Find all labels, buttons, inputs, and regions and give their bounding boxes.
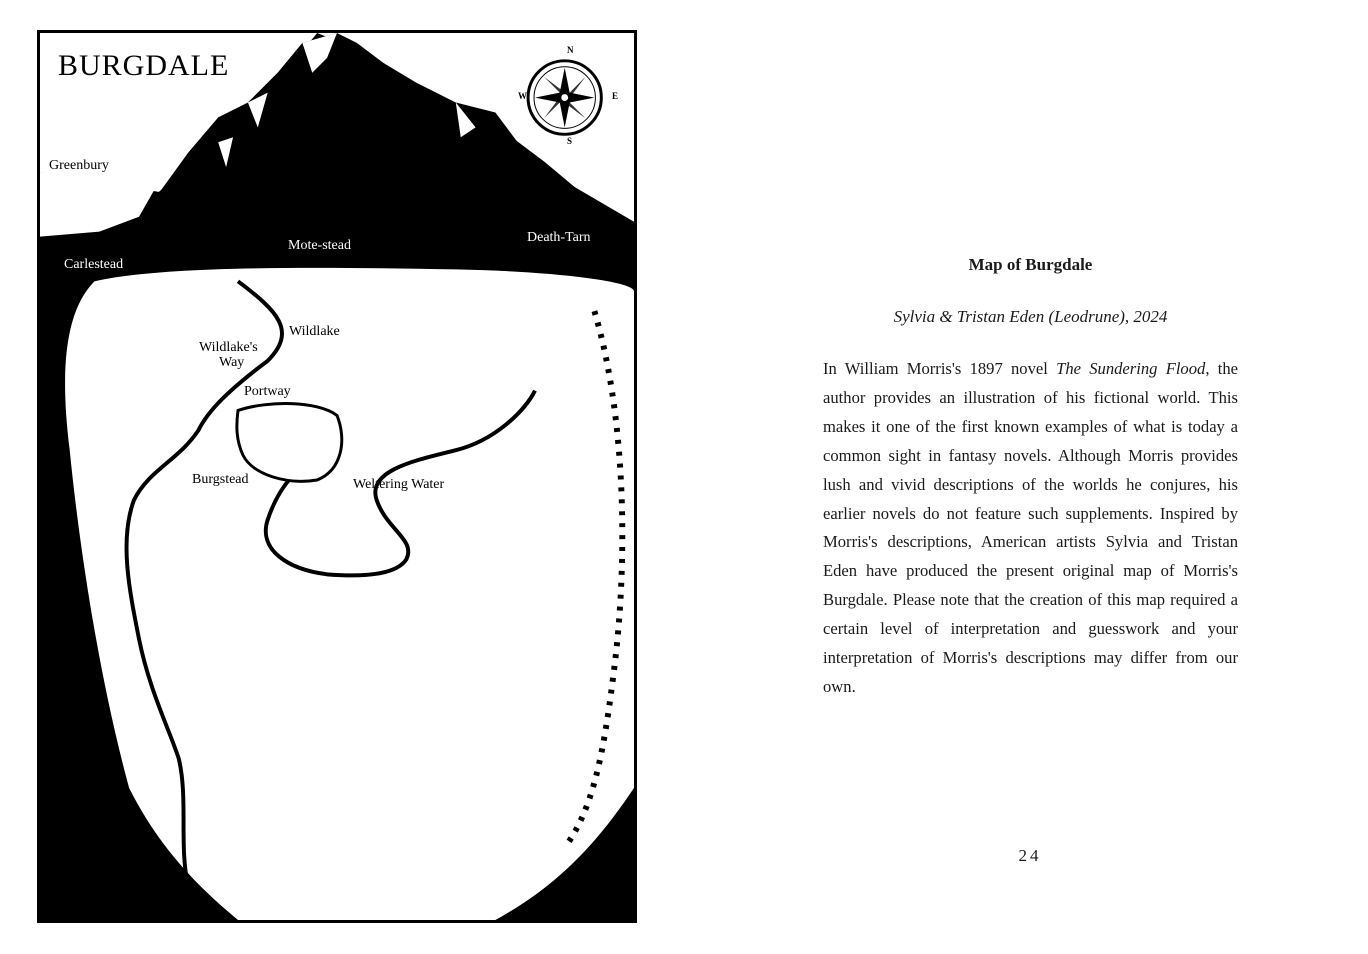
label-weltering-water: Weltering Water: [353, 477, 445, 492]
label-wildlakes-way-2: Way: [219, 355, 245, 370]
page-heading: Map of Burgdale: [968, 255, 1093, 274]
label-carlestead: Carlestead: [64, 257, 124, 272]
body-text-rest: , the author provides an illustration of his fictional world. This makes it one of the first known examples of what is today a common sight in fantasy novels. Although Morris provides lush and vivid descriptions of the worlds he conjures, his earlier novels do not feature such supplements. Inspired by Morris's descriptions, American artists Sylvia and Tristan Eden have produced the present original map of Morris's Burgdale. Please note that the creation of this map required a certain level of interpretation and guesswork and your interpretation of Morris's descriptions may differ from our own.: [823, 359, 1238, 696]
map-title: BURGDALE: [58, 49, 230, 82]
compass-rose: [528, 61, 601, 135]
body-text-start: In William Morris's 1897 novel: [823, 359, 1057, 378]
text-page: [823, 255, 1238, 702]
map-illustration: [37, 30, 637, 923]
page-number: 24: [1018, 846, 1042, 865]
label-wildlakes-way-1: Wildlake's: [199, 340, 258, 355]
attribution: Sylvia & Tristan Eden (Leodrune), 2024: [893, 307, 1168, 326]
label-death-tarn: Death-Tarn: [527, 230, 591, 245]
compass-east: E: [612, 91, 619, 101]
label-mote-stead: Mote-stead: [288, 238, 351, 253]
novel-title: The Sundering Flood: [1056, 359, 1206, 378]
label-burgstead: Burgstead: [192, 472, 249, 487]
label-greenbury: Greenbury: [49, 158, 109, 173]
compass-north: N: [567, 45, 574, 55]
map-artwork: [40, 33, 634, 920]
label-wildlake: Wildlake: [289, 324, 340, 339]
dale-valley: [65, 268, 634, 920]
description-paragraph: [823, 355, 1238, 702]
compass-south: S: [567, 136, 573, 146]
label-portway: Portway: [244, 384, 291, 399]
compass-west: W: [518, 91, 527, 101]
